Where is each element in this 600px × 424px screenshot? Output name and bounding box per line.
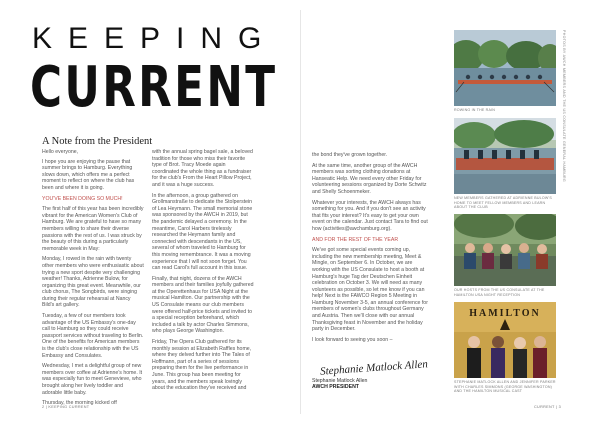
vertical-photo-credit — [562, 30, 570, 182]
page-fold — [300, 10, 301, 414]
paragraph: the bond they've grown together. — [312, 152, 388, 158]
caption-hamilton: STEPHANIE MATLOCK ALLEN AND JENNIFER PARKER WITH CHARLES SIMMONS (GEORGE WASHINGTON) AND THE HAMILTON MUSICAL CAST — [454, 380, 556, 394]
paragraph: In the afternoon, a group gathered on Grollmanstraße to dedicate the Stolperstein of Lea Heymann. The small memorial stone was sponsored by the AWCH in 2019, but the pandemic delayed a ceremony. In the meantime, Carol Harbers tirelessly researched the Heymann family and connected with descendants in the US, several of whom traveled to Hamburg for this moving remembrance. It was a moving experience that I will not soon forget. You can read Carol's full account in this issue. — [152, 192, 253, 272]
hamilton-sign-text: HAMILTON — [469, 308, 541, 319]
paragraph: Monday, I rowed in the rain with twenty other members who were enthusiastic about trying a new sport despite very challenging weather! Thanks, Adrienne Bulow, for organizing this great event. Meanwhile, our club chorus, The Songbirds, were singing during their regular rehearsal at Nancy Bild's art gallery. — [42, 256, 144, 309]
paragraph: We've got some special events coming up, including the new membership meeting, Meet & Mingle, on September 6. In October, we are working with the US Consulate to host a booth at Hamburg's huge Tag der Deutschen Einheit celebration on October 3. We will need as many volunteers as possible, so let me know if you can help! Next is the FAWCO Region 5 Meeting in Hamburg November 3-5, an annual conference for members of women's clubs throughout Germany and Austria. Then we'll close with our annual Thanksgiving feast in November and the holiday party in December. — [312, 247, 428, 333]
president-title: AWCH PRESIDENT — [312, 384, 359, 391]
caption-new-members: NEW MEMBERS GATHERED AT ADRIENNE BULOW'S HOME TO MEET FELLOW MEMBERS AND LEARN ABOUT THE CLUB — [454, 196, 552, 210]
paragraph: The first half of this year has been incredibly vibrant for the American Women's Club of Hamburg. We are grateful to have so many members willing to share their diverse passions with the rest of us. I was struck by the beauty of this during a particularly memorable week in May: — [42, 206, 144, 252]
masthead-keeping: KEEPING — [32, 22, 278, 55]
masthead-current: CURRENT — [30, 55, 278, 120]
paragraph: I hope you are enjoying the pause that summer brings to Hamburg. Everything slows down, which offers me a perfect moment to reflect on where the club has been and where it is going. — [42, 158, 135, 191]
paragraph: Whatever your interests, the AWCH always has something for you. And if you don't see an activity that fits your interest? It's easy to get your own event on the calendar. Just contact Tara to find out how (activities@awchamburg.org). — [312, 199, 428, 232]
caption-consulate: OUR HOSTS FROM THE US CONSULATE AT THE HAMILTON USA NIGHT RECEPTION — [454, 288, 545, 297]
caption-rowing: ROWING IN THE RAIN — [454, 108, 496, 112]
article-heading: A Note from the President — [42, 136, 153, 147]
president-name: Stephanie Matlock Allen — [312, 378, 368, 384]
photo-boat — [454, 118, 556, 194]
paragraph: Wednesday, I met a delightful group of new members over coffee at Adrienne's home. It was especially fun to meet Genevieve, who brought along her lively toddler and adorable little baby. — [42, 363, 143, 396]
text-column-1 — [42, 149, 144, 411]
greeting: Hello everyone, — [42, 149, 79, 155]
subheading: YOU'VE BEEN DOING SO MUCH! — [42, 195, 123, 202]
paragraph: Finally, that night, dozens of the AWCH members and their families joyfully gathered at the Operettenhaus for USA Night at the musical Hamilton. Our partnership with the US Consulate means our club members were offered half-price tickets and invited to a special reception beforehand, which included a talk by actor Charles Simmons, who plays George Washington. — [152, 275, 254, 335]
signature: Stephanie Matlock Allen — [319, 358, 429, 378]
subheading: AND FOR THE REST OF THE YEAR — [312, 236, 399, 243]
photo-credit-text: PHOTOS BY AWCH MEMBERS AND THE US CONSULATE GENERAL HAMBURG — [562, 30, 566, 182]
footer-right: CURRENT | 3 — [534, 405, 562, 409]
photo-rowing — [454, 30, 556, 106]
photo-group — [454, 214, 556, 286]
text-column-2 — [152, 149, 254, 396]
paragraph: with the annual spring bagel sale, a beloved tradition for those who miss their favorite type of Brot. Tracy Moede again coordinated the whole thing as a fundraiser for the club's From the Heart Pillow Project, and it was a huge success. — [152, 149, 253, 188]
photo-hamilton — [454, 302, 556, 378]
paragraph: Thursday, the morning kicked off — [42, 400, 117, 407]
paragraph: Tuesday, a few of our members took advantage of the US Embassy's one-day call to Hamburg so they could receive passport services without traveling to Berlin. One of the benefits for American members is the club's close relationship with the US Embassy and Consulates. — [42, 313, 144, 359]
closing-line: I look forward to seeing you soon – — [312, 336, 393, 343]
paragraph: At the same time, another group of the AWCH members was sorting clothing donations at Hanseatic Help. We need every other Friday for volunteering sessions organized by Dorte Schwitz and Shelly Schoenmeker. — [312, 162, 427, 195]
text-column-3 — [312, 152, 430, 347]
paragraph: Friday, The Opera Club gathered for its monthly session at Elizabeth Raffles home, where they delved further into The Tales of Hoffmann, part of a series of sessions preparing them for the live performance in June. This group has been meeting for years, and the members speak lovingly about the education they've received and — [152, 339, 252, 392]
signature-block — [312, 378, 367, 391]
footer-left: 2 | KEEPING CURRENT — [42, 405, 90, 409]
